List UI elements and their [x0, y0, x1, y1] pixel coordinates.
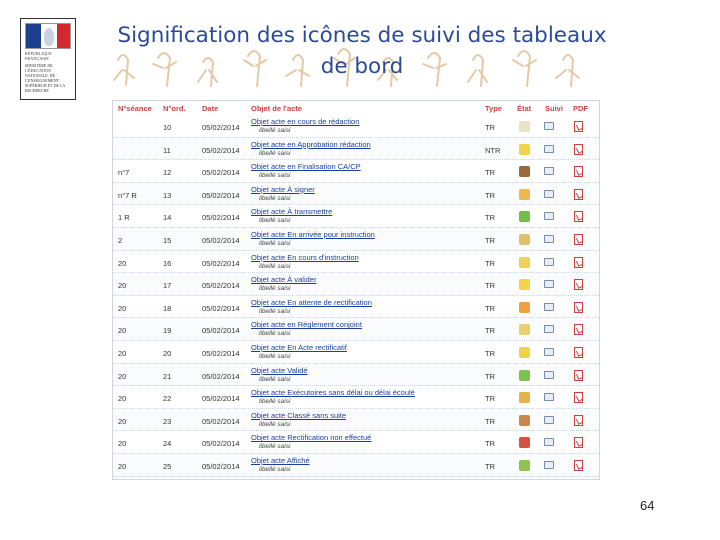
- cell-ordre: 14: [163, 213, 172, 223]
- suivi-icon[interactable]: [544, 438, 554, 446]
- cell-seance: 20: [118, 394, 127, 404]
- cell-seance: 20: [118, 281, 127, 291]
- page-number: 64: [640, 498, 655, 513]
- cell-date: 05/02/2014: [202, 213, 240, 223]
- cell-objet-link[interactable]: Objet acte À transmettre: [251, 207, 333, 217]
- cell-ordre: 20: [163, 349, 172, 358]
- cell-date: 05/02/2014: [202, 145, 240, 155]
- rectif-non-icon: [519, 437, 530, 448]
- header-pdf[interactable]: PDF: [573, 104, 588, 113]
- cell-type: TR: [485, 213, 495, 223]
- suivi-icon[interactable]: [544, 348, 554, 356]
- table-row[interactable]: [113, 431, 599, 454]
- cell-libelle: libellé saisi: [259, 330, 291, 338]
- cell-libelle: libellé saisi: [259, 127, 291, 134]
- cell-date: 05/02/2014: [202, 394, 240, 404]
- republique-logo: [20, 18, 76, 100]
- header-date[interactable]: Date: [202, 104, 219, 113]
- approbation-icon: [519, 144, 530, 155]
- pdf-icon[interactable]: [574, 211, 583, 222]
- cell-seance: 20: [118, 258, 127, 268]
- suivi-icon[interactable]: [544, 235, 554, 243]
- cell-type: TR: [485, 236, 495, 245]
- cell-type: TR: [485, 394, 495, 404]
- table-row[interactable]: [113, 364, 599, 387]
- table-row[interactable]: [113, 251, 599, 274]
- table-row[interactable]: [113, 115, 599, 138]
- cell-type: TR: [485, 303, 495, 313]
- table-row[interactable]: [113, 160, 599, 183]
- cell-ordre: 16: [163, 258, 172, 268]
- cell-seance: 20: [118, 326, 127, 336]
- cell-type: TR: [485, 326, 495, 336]
- cell-libelle: libellé saisi: [259, 353, 291, 360]
- republique-label: RÉPUBLIQUE FRANÇAISE: [25, 51, 52, 61]
- cell-ordre: 13: [163, 190, 172, 200]
- cell-ordre: 19: [163, 326, 172, 336]
- dashboard-table: [112, 100, 600, 480]
- suivi-icon[interactable]: [544, 145, 554, 153]
- header-suivi[interactable]: Suivi: [545, 104, 563, 113]
- pdf-icon[interactable]: [574, 144, 583, 155]
- pdf-icon[interactable]: [574, 257, 583, 268]
- pdf-icon[interactable]: [574, 370, 583, 381]
- table-row[interactable]: [113, 318, 599, 341]
- cell-libelle: libellé saisi: [259, 262, 291, 270]
- cell-seance: 20: [118, 371, 127, 381]
- cell-objet-link[interactable]: Objet acte En arrivée pour instruction: [251, 230, 375, 239]
- valide-icon: [519, 370, 530, 381]
- pdf-icon[interactable]: [574, 302, 583, 313]
- cell-type: TR: [485, 123, 495, 132]
- suivi-icon[interactable]: [544, 190, 554, 198]
- cell-seance: 20: [118, 462, 127, 471]
- suivi-icon[interactable]: [544, 416, 554, 424]
- cell-objet-link[interactable]: Objet acte Exécutoires sans délai ou délai écoulé: [251, 388, 415, 398]
- cell-libelle: libellé saisi: [259, 398, 291, 406]
- table-row[interactable]: [113, 409, 599, 432]
- cell-type: NTR: [485, 145, 501, 155]
- marianne-flag-icon: [25, 23, 71, 49]
- cell-type: TR: [485, 439, 495, 449]
- cell-seance: 2: [118, 236, 123, 245]
- cell-ordre: 18: [163, 303, 172, 313]
- cell-seance: 20: [118, 416, 127, 426]
- cell-ordre: 22: [163, 394, 172, 404]
- cell-date: 05/02/2014: [202, 190, 240, 200]
- en-arrivee-icon: [519, 234, 530, 245]
- cell-date: 05/02/2014: [202, 439, 240, 449]
- instruction-icon: [519, 257, 530, 268]
- cell-date: 05/02/2014: [202, 123, 240, 132]
- cell-ordre: 11: [163, 145, 171, 155]
- cell-libelle: libellé saisi: [259, 420, 291, 428]
- cell-objet-link[interactable]: Objet acte En Acte rectificatif: [251, 343, 347, 352]
- cell-objet-link[interactable]: Objet acte en Règlement conjoint: [251, 320, 362, 330]
- cell-objet-link[interactable]: Objet acte À signer: [251, 184, 315, 194]
- cell-date: 05/02/2014: [202, 303, 240, 313]
- suivi-icon[interactable]: [544, 461, 554, 469]
- cell-objet-link[interactable]: Objet acte Classé sans suite: [251, 410, 347, 420]
- header-type[interactable]: Type: [485, 104, 502, 113]
- cell-ordre: 23: [163, 416, 172, 426]
- suivi-icon[interactable]: [544, 371, 554, 379]
- cell-objet-link[interactable]: Objet acte Validé: [251, 365, 308, 375]
- cell-libelle: libellé saisi: [259, 375, 291, 383]
- cell-objet-link[interactable]: Objet acte En attente de rectification: [251, 297, 372, 307]
- cell-date: 05/02/2014: [202, 326, 240, 336]
- rectificatif-icon: [519, 347, 530, 358]
- cell-libelle: libellé saisi: [259, 285, 291, 293]
- cell-libelle: libellé saisi: [259, 217, 291, 225]
- cell-libelle: libellé saisi: [259, 172, 291, 180]
- a-transmettre-icon: [519, 211, 530, 222]
- redaction-icon: [519, 121, 530, 132]
- cell-ordre: 21: [163, 371, 172, 381]
- cell-ordre: 25: [163, 462, 172, 471]
- table-row[interactable]: [113, 183, 599, 206]
- pdf-icon[interactable]: [574, 415, 583, 426]
- cell-ordre: 24: [163, 439, 172, 449]
- suivi-icon[interactable]: [544, 212, 554, 220]
- header-etat[interactable]: État: [517, 104, 532, 113]
- suivi-icon[interactable]: [544, 325, 554, 333]
- pdf-icon[interactable]: [574, 279, 583, 290]
- cell-seance: 20: [118, 349, 127, 358]
- pdf-icon[interactable]: [574, 347, 583, 358]
- pdf-icon[interactable]: [574, 121, 583, 132]
- cell-type: TR: [485, 258, 495, 268]
- cell-seance: n°7: [118, 168, 130, 178]
- pdf-icon[interactable]: [574, 460, 583, 471]
- cell-date: 05/02/2014: [202, 462, 240, 471]
- pdf-icon[interactable]: [574, 166, 583, 177]
- table-row[interactable]: [113, 138, 599, 161]
- cell-objet-link[interactable]: Objet acte en cours de rédaction: [251, 117, 360, 126]
- cell-seance: 20: [118, 303, 127, 313]
- header-seance[interactable]: N°séance: [118, 104, 152, 113]
- cell-libelle: libellé saisi: [259, 149, 291, 157]
- cell-type: TR: [485, 190, 495, 200]
- cell-objet-link[interactable]: Objet acte Rectification non effectué: [251, 433, 372, 443]
- header-ordre[interactable]: N°ord.: [163, 104, 186, 113]
- cell-libelle: libellé saisi: [259, 307, 291, 315]
- table-row[interactable]: [113, 341, 599, 364]
- cell-type: TR: [485, 281, 495, 291]
- table-row[interactable]: [113, 273, 599, 296]
- slide-title: [92, 20, 632, 82]
- cell-ordre: 17: [163, 281, 172, 291]
- cell-date: 05/02/2014: [202, 349, 240, 358]
- classe-icon: [519, 415, 530, 426]
- header-objet[interactable]: Objet de l'acte: [251, 104, 302, 113]
- cell-date: 05/02/2014: [202, 416, 240, 426]
- cell-type: TR: [485, 168, 495, 178]
- cell-date: 05/02/2014: [202, 371, 240, 381]
- cell-date: 05/02/2014: [202, 168, 240, 178]
- cell-libelle: libellé saisi: [259, 240, 291, 247]
- pdf-icon[interactable]: [574, 234, 583, 245]
- pdf-icon[interactable]: [574, 392, 583, 403]
- finalisation-icon: [519, 166, 530, 177]
- pdf-icon[interactable]: [574, 189, 583, 200]
- cell-type: TR: [485, 349, 495, 358]
- cell-objet-link[interactable]: Objet acte À valider: [251, 275, 317, 285]
- attente-rectif-icon: [519, 302, 530, 313]
- suivi-icon[interactable]: [544, 122, 554, 130]
- suivi-icon[interactable]: [544, 303, 554, 311]
- ministere-label: MINISTÈRE DE L'ÉDUCATION NATIONALE, DE L'ENSEIGNEMENT SUPÉRIEUR ET DE LA RECHERCHE: [25, 63, 66, 93]
- reglement-icon: [519, 324, 530, 335]
- suivi-icon[interactable]: [544, 280, 554, 288]
- pdf-icon[interactable]: [574, 437, 583, 448]
- table-row[interactable]: [113, 296, 599, 319]
- cell-date: 05/02/2014: [202, 236, 240, 245]
- cell-objet-link[interactable]: Objet acte Affiché: [251, 456, 310, 465]
- cell-date: 05/02/2014: [202, 258, 240, 268]
- executoire-icon: [519, 392, 530, 403]
- table-row[interactable]: [113, 205, 599, 228]
- cell-libelle: libellé saisi: [259, 443, 291, 451]
- cell-ordre: 10: [163, 123, 172, 132]
- suivi-icon[interactable]: [544, 258, 554, 266]
- cell-libelle: libellé saisi: [259, 466, 291, 473]
- cell-objet-link[interactable]: Objet acte En cours d'instruction: [251, 252, 359, 262]
- cell-type: TR: [485, 462, 495, 471]
- suivi-icon[interactable]: [544, 393, 554, 401]
- a-valider-icon: [519, 279, 530, 290]
- cell-seance: n°7 R: [118, 190, 137, 200]
- cell-seance: 1 R: [118, 213, 130, 223]
- table-row[interactable]: [113, 228, 599, 251]
- cell-type: TR: [485, 371, 495, 381]
- suivi-icon[interactable]: [544, 167, 554, 175]
- slide-title-line2: de bord: [320, 54, 404, 79]
- cell-seance: 20: [118, 439, 127, 449]
- slide-title-line1: Signification des icônes de suivi des tableaux: [117, 23, 607, 48]
- cell-ordre: 15: [163, 236, 172, 245]
- cell-type: TR: [485, 416, 495, 426]
- table-row[interactable]: [113, 454, 599, 477]
- affiche-icon: [519, 460, 530, 471]
- cell-libelle: libellé saisi: [259, 194, 291, 202]
- table-row[interactable]: [113, 386, 599, 409]
- cell-ordre: 12: [163, 168, 172, 178]
- cell-objet-link[interactable]: Objet acte en Approbation rédaction: [251, 139, 371, 149]
- pdf-icon[interactable]: [574, 324, 583, 335]
- a-signer-icon: [519, 189, 530, 200]
- cell-date: 05/02/2014: [202, 281, 240, 291]
- cell-objet-link[interactable]: Objet acte en Finalisation CA/CP: [251, 162, 361, 172]
- table-header: [113, 101, 599, 115]
